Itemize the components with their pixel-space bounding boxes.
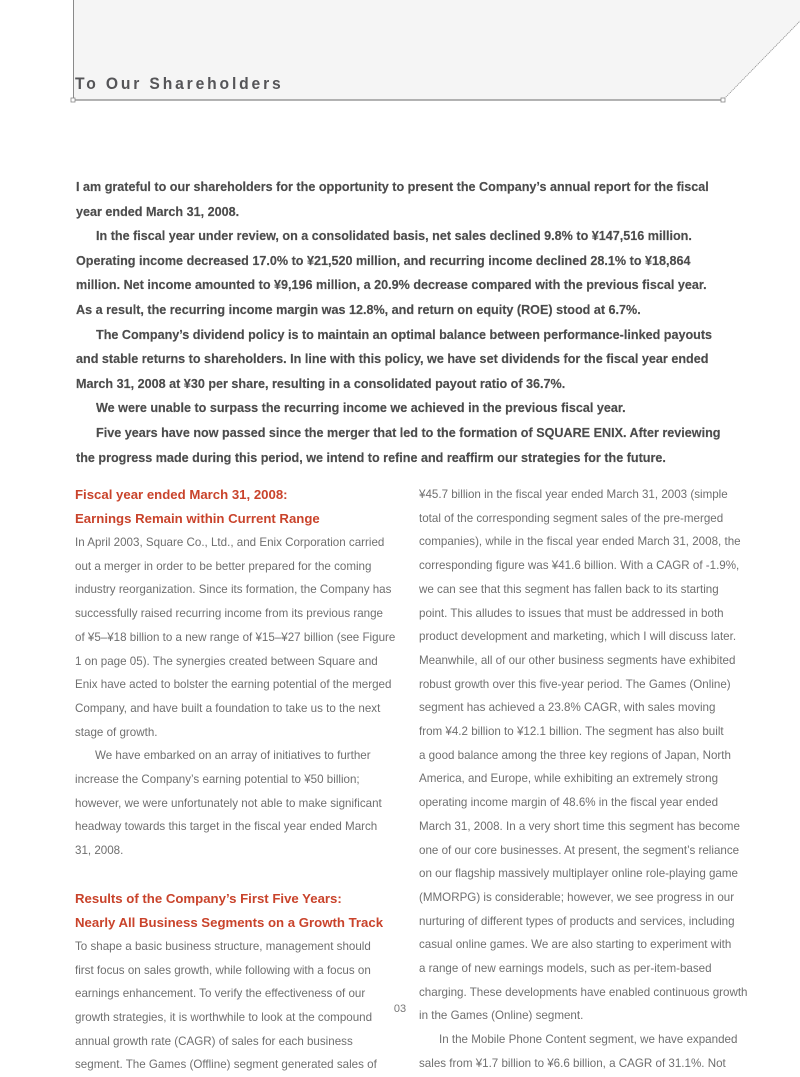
left-column [75, 483, 405, 1077]
intro-paragraph [76, 421, 766, 470]
body-paragraph [419, 483, 749, 1028]
text-line: In the Mobile Phone Content segment, we have expanded [439, 1033, 738, 1047]
section-heading-fiscal-year [75, 483, 405, 531]
intro-paragraph [76, 396, 766, 421]
text-line: headway towards this target in the fiscal year ended March [75, 820, 378, 834]
text-line: Company, and have built a foundation to take us to the next [75, 701, 381, 715]
text-line: charging. These developments have enabled continuous growth [419, 985, 748, 999]
text-line: first focus on sales growth, while following with a focus on [75, 963, 371, 977]
frame-node-right [721, 98, 725, 102]
text-line: earnings enhancement. To verify the effectiveness of our [75, 987, 366, 1001]
text-line: and stable returns to shareholders. In line with this policy, we have set dividends for the fiscal year ended [76, 352, 709, 367]
text-line: successfully raised recurring income from its previous range [75, 607, 383, 621]
text-line: The Company’s dividend policy is to maintain an optimal balance between performance-linked payouts [96, 327, 713, 342]
text-line: Five years have now passed since the merger that led to the formation of SQUARE ENIX. After reviewing [96, 425, 721, 440]
text-line: March 31, 2008. In a very short time this segment has become [419, 819, 740, 833]
heading-line: Nearly All Business Segments on a Growth Track [75, 914, 384, 930]
text-line: of ¥5–¥18 billion to a new range of ¥15–¥27 billion (see Figure [75, 630, 396, 644]
text-line: year ended March 31, 2008. [76, 204, 240, 219]
text-line: In April 2003, Square Co., Ltd., and Enix Corporation carried [75, 536, 385, 549]
text-line: annual growth rate (CAGR) of sales for each business [75, 1034, 353, 1048]
text-line: nurturing of different types of products and services, including [419, 914, 735, 928]
text-line: corresponding figure was ¥41.6 billion. With a CAGR of -1.9%, [419, 559, 740, 573]
text-line: We have embarked on an array of initiatives to further [95, 749, 371, 763]
text-line: Enix have acted to bolster the earning potential of the merged [75, 678, 392, 692]
heading-line: Results of the Company’s First Five Years: [75, 890, 342, 906]
text-line: operating income margin of 48.6% in the fiscal year ended [419, 796, 719, 810]
text-line: however, we were unfortunately not able to make significant [75, 796, 382, 810]
heading-line: Fiscal year ended March 31, 2008: [75, 487, 288, 502]
page-title: To Our Shareholders [75, 74, 284, 93]
text-line: As a result, the recurring income margin was 12.8%, and return on equity (ROE) stood at 6.7%. [76, 302, 641, 317]
text-line: Meanwhile, all of our other business segments have exhibited [419, 653, 736, 667]
text-line: I am grateful to our shareholders for the opportunity to present the Company’s annual report for the fiscal [76, 180, 709, 194]
text-line: a range of new earnings models, such as per-item-based [419, 962, 712, 976]
text-line: stage of growth. [75, 725, 158, 739]
right-column [419, 483, 749, 1076]
text-line: total of the corresponding segment sales of the pre-merged [419, 511, 724, 525]
page-number: 03 [393, 1003, 407, 1015]
body-paragraph [75, 744, 405, 863]
text-line: casual online games. We are also starting to experiment with [419, 938, 732, 952]
text-line: the progress made during this period, we intend to refine and reaffirm our strategies for the future. [76, 450, 666, 465]
text-line: industry reorganization. Since its formation, the Company has [75, 583, 392, 597]
text-line: we can see that this segment has fallen back to its starting [419, 582, 719, 596]
text-line: a good balance among the three key regions of Japan, North [419, 748, 731, 762]
text-line: 1 on page 05). The synergies created between Square and [75, 654, 378, 668]
text-line: growth strategies, it is worthwhile to look at the compound [75, 1010, 373, 1024]
text-line: sales from ¥1.7 billion to ¥6.6 billion, a CAGR of 31.1%. Not [419, 1056, 726, 1070]
text-line: product development and marketing, which I will discuss later. [419, 630, 737, 644]
text-line: in the Games (Online) segment. [419, 1009, 584, 1023]
text-line: segment. The Games (Offline) segment generated sales of [75, 1058, 377, 1072]
section-heading-first-five-years [75, 887, 405, 935]
text-line: point. This alludes to issues that must be addressed in both [419, 606, 724, 620]
text-line: million. Net income amounted to ¥9,196 million, a 20.9% decrease compared with the previous fiscal year. [76, 278, 707, 293]
section-spacer [75, 863, 405, 887]
intro-section [76, 175, 766, 470]
body-paragraph [75, 531, 405, 744]
text-line: ¥45.7 billion in the fiscal year ended March 31, 2003 (simple [419, 488, 728, 501]
text-line: increase the Company’s earning potential to ¥50 billion; [75, 773, 360, 787]
text-line: We were unable to surpass the recurring income we achieved in the previous fiscal year. [96, 401, 626, 416]
text-line: out a merger in order to be better prepared for the coming [75, 559, 372, 573]
intro-paragraph [76, 175, 766, 224]
heading-line: Earnings Remain within Current Range [75, 511, 320, 526]
text-line: from ¥4.2 billion to ¥12.1 billion. The segment has also built [419, 725, 724, 739]
text-line: companies), while in the fiscal year ended March 31, 2008, the [419, 535, 741, 549]
text-line: robust growth over this five-year period. The Games (Online) [419, 677, 731, 691]
text-line: (MMORPG) is considerable; however, we see progress in our [419, 890, 735, 904]
frame-node-left [71, 98, 75, 102]
intro-paragraph [76, 224, 766, 322]
text-line: Operating income decreased 17.0% to ¥21,520 million, and recurring income declined 28.1% to ¥18,864 [76, 253, 691, 268]
text-line: America, and Europe, while exhibiting an extremely strong [419, 772, 719, 786]
text-line: on our flagship massively multiplayer online role-playing game [419, 867, 738, 881]
text-line: To shape a basic business structure, management should [75, 939, 371, 953]
text-line: segment has achieved a 23.8% CAGR, with sales moving [419, 701, 716, 715]
intro-paragraph [76, 323, 766, 397]
text-line: 31, 2008. [75, 844, 124, 858]
text-line: March 31, 2008 at ¥30 per share, resulting in a consolidated payout ratio of 36.7%. [76, 376, 566, 391]
header-band [0, 0, 800, 102]
body-paragraph [419, 1028, 749, 1075]
text-line: In the fiscal year under review, on a consolidated basis, net sales declined 9.8% to ¥147,516 million. [96, 229, 692, 244]
text-line: one of our core businesses. At present, the segment’s reliance [419, 843, 740, 857]
